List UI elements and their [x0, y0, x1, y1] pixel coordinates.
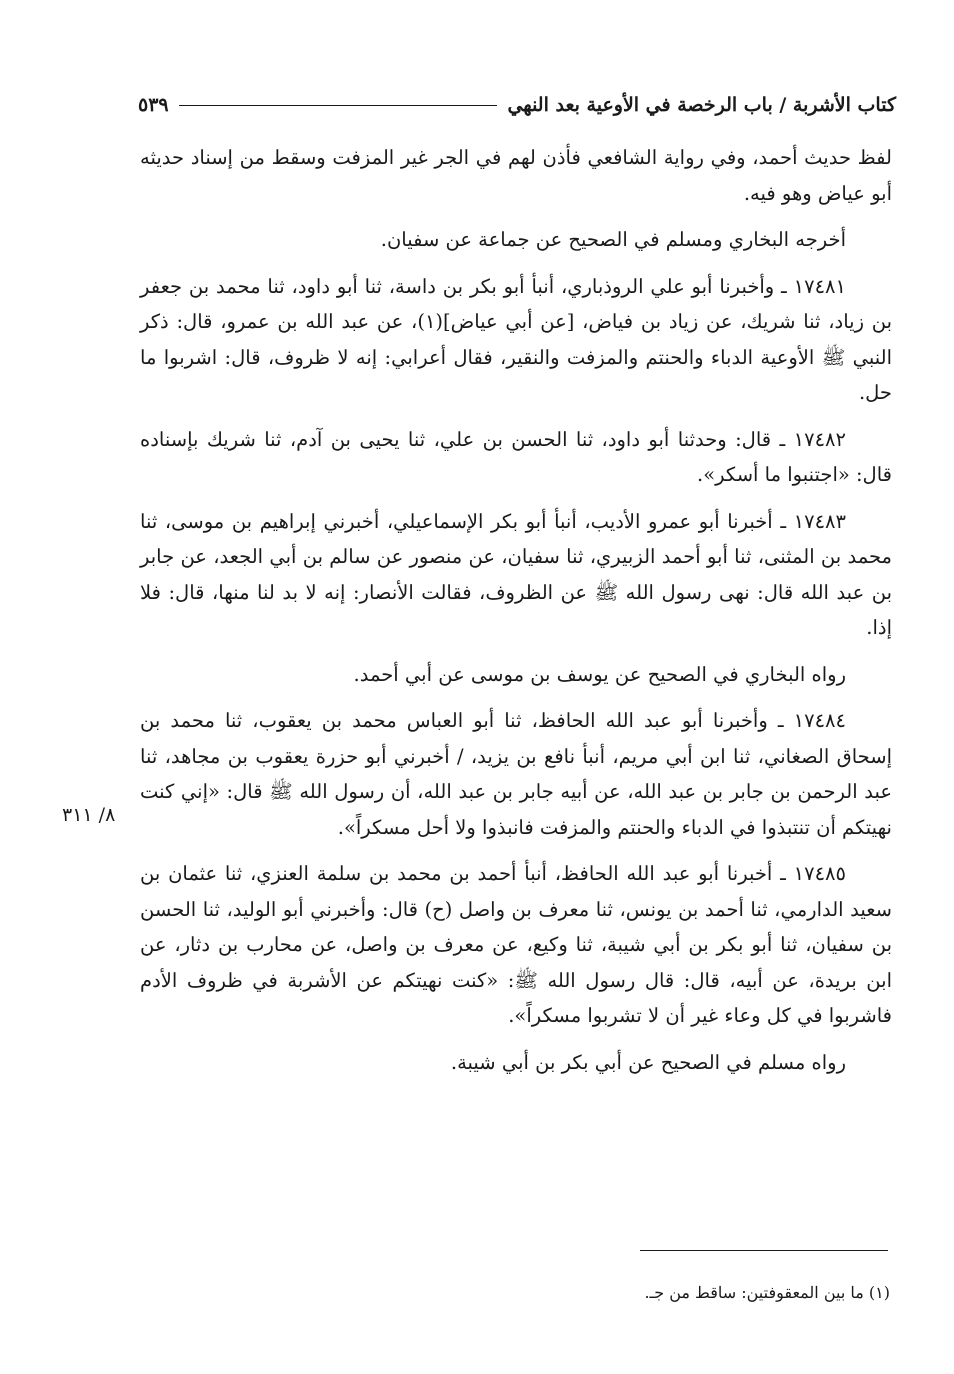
- hadith-paragraph: ١٧٤٨٥ ـ أخبرنا أبو عبد الله الحافظ، أنبأ أحمد بن محمد بن سلمة العنزي، ثنا عثمان بن سعيد الدارمي، ثنا أحمد بن يونس، ثنا معرف بن واصل (ح) قال: وأخبرني أبو الوليد، ثنا الحسن بن سفيان، ثنا أبو بكر بن أبي شيبة، ثنا وكيع، عن معرف بن واصل، عن محارب بن دثار، عن ابن بريدة، عن أبيه، قال: قال رسول الله ﷺ: «كنت نهيتكم عن الأشربة في ظروف الأدم فاشربوا في كل وعاء غير أن لا تشربوا مسكراً».: [140, 862, 892, 1027]
- footnote: (١) ما بين المعقوفتين: ساقط من جـ.: [644, 1283, 890, 1302]
- hadith-paragraph: ١٧٤٨٤ ـ وأخبرنا أبو عبد الله الحافظ، ثنا أبو العباس محمد بن يعقوب، ثنا محمد بن إسحاق الصغاني، ثنا ابن أبي مريم، أنبأ نافع بن يزيد، / أخبرني أبو حزرة يعقوب بن مجاهد، ثنا عبد الرحمن بن جابر بن عبد الله، عن أبيه جابر بن عبد الله، أن رسول الله ﷺ قال: «إني كنت نهيتكم أن تنتبذوا في الدباء والحنتم والمزفت فانبذوا ولا أحل مسكراً».: [140, 709, 892, 839]
- hadith-paragraph: ١٧٤٨٣ ـ أخبرنا أبو عمرو الأديب، أنبأ أبو بكر الإسماعيلي، أخبرني إبراهيم بن موسى، ثنا محمد بن المثنى، ثنا أبو أحمد الزبيري، ثنا سفيان، عن منصور عن سالم بن أبي الجعد، عن جابر بن عبد الله قال: نهى رسول الله ﷺ عن الظروف، فقالت الأنصار: إنه لا بد لنا منها، قال: فلا إذا.: [140, 509, 892, 639]
- margin-reference: ٨/ ٣١١: [62, 804, 116, 826]
- paragraph: رواه البخاري في الصحيح عن يوسف بن موسى عن أبي أحمد.: [353, 662, 846, 686]
- footnote-rule: [640, 1250, 888, 1251]
- running-header: [138, 88, 896, 122]
- main-text: [140, 140, 892, 1091]
- hadith-paragraph: ١٧٤٨١ ـ وأخبرنا أبو علي الروذباري، أنبأ أبو بكر بن داسة، ثنا أبو داود، ثنا محمد بن جعفر بن زياد، ثنا شريك، عن زياد بن فياض، [عن أبي عياض](١)، عن عبد الله بن عمرو، قال: ذكر النبي ﷺ الأوعية الدباء والحنتم والمزفت والنقير، فقال أعرابي: إنه لا ظروف، قال: اشربوا ما حل.: [140, 274, 892, 404]
- header-rule: [179, 105, 498, 106]
- hadith-paragraph: ١٧٤٨٢ ـ قال: وحدثنا أبو داود، ثنا الحسن بن علي، ثنا يحيى بن آدم، ثنا شريك بإسناده قال: «اجتنبوا ما أسكر».: [140, 427, 892, 486]
- page-number: ٥٣٩: [138, 94, 169, 116]
- paragraph: لفظ حديث أحمد، وفي رواية الشافعي فأذن لهم في الجر غير المزفت وسقط من إسناد حديثه أبو عياض وهو فيه.: [140, 146, 892, 205]
- paragraph: رواه مسلم في الصحيح عن أبي بكر بن أبي شيبة.: [450, 1050, 846, 1074]
- chapter-title: كتاب الأشربة / باب الرخصة في الأوعية بعد النهي: [507, 94, 896, 116]
- paragraph: أخرجه البخاري ومسلم في الصحيح عن جماعة عن سفيان.: [380, 228, 846, 251]
